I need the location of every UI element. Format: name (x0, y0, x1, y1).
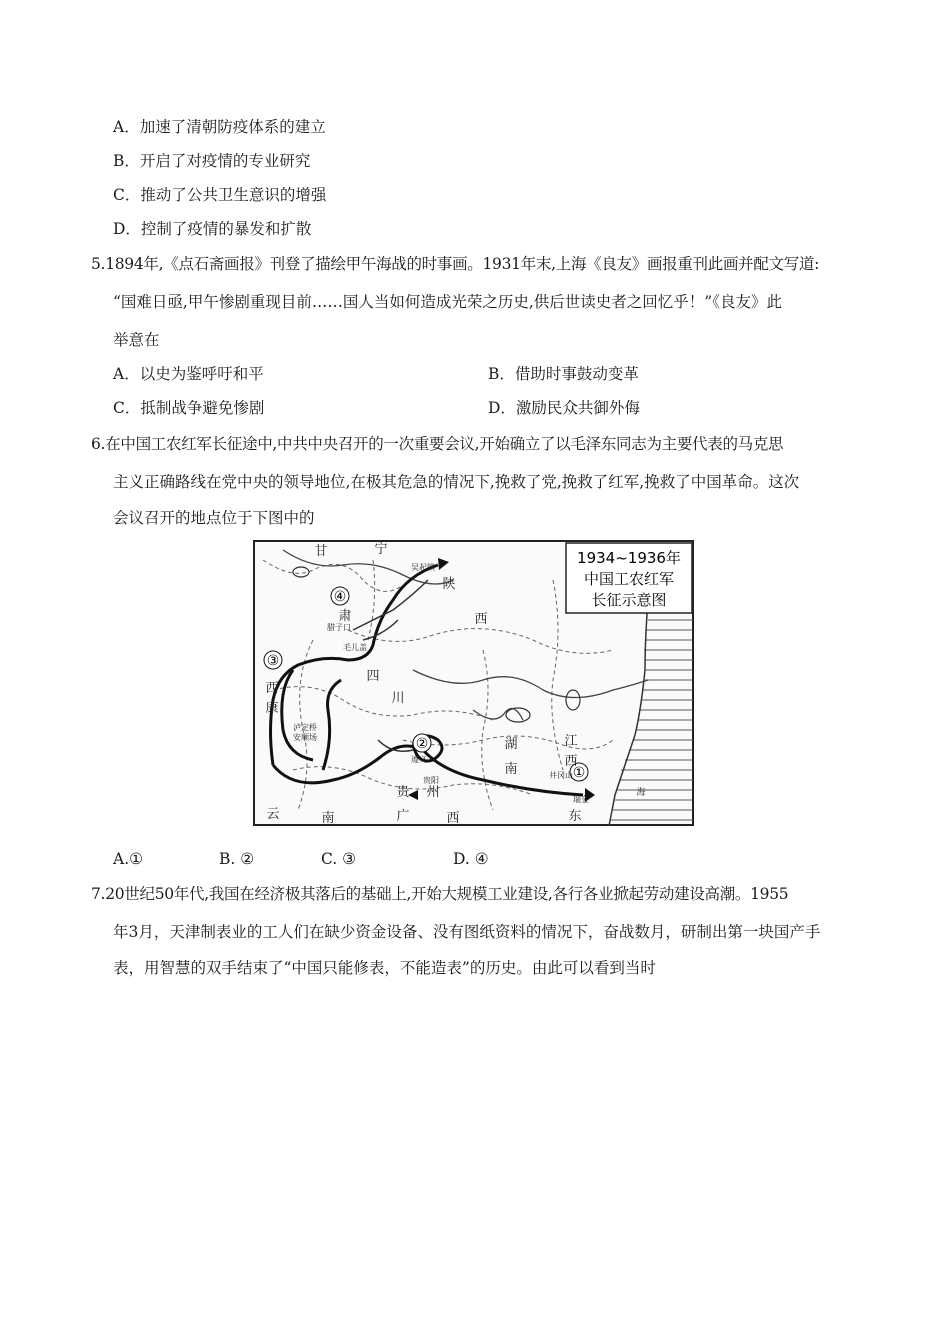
q6-stem-line1: 6.在中国工农红军长征途中,中共中央召开的一次重要会议,开始确立了以毛泽东同志为主要代表的马克思 (91, 435, 784, 453)
q5-stem-line2: “国难日亟,甲午惨剧重现目前……国人当如何造成光荣之历史,供后世读史者之回忆乎！”《良友》此 (113, 293, 782, 311)
label-guang: 广 (396, 809, 410, 824)
place-zunyi: 遵义 (411, 755, 427, 764)
label-yun: 云 (266, 807, 280, 822)
label-gui: 贵 (396, 785, 410, 800)
place-wuqizhen: 吴起镇 (411, 563, 435, 572)
marker-3: ③ (266, 653, 280, 669)
label-dong: 东 (568, 809, 582, 824)
q6-option-d: D. ④ (453, 850, 489, 868)
place-jinggangshan: 井冈山 (549, 771, 573, 780)
q4-option-b: B．开启了对疫情的专业研究 (113, 152, 311, 170)
label-gan: 甘 (314, 544, 328, 559)
label-shaan: 陕 (442, 577, 456, 592)
marker-1: ① (572, 765, 586, 781)
label-ning: 宁 (374, 542, 388, 557)
label-taiwan-strait: 海 (636, 788, 646, 798)
map-title-line3: 长征示意图 (591, 591, 667, 609)
q7-stem-line2: 年3月，天津制表业的工人们在缺少资金设备、没有图纸资料的情况下，奋战数月，研制出第一块国产手 (113, 923, 821, 941)
label-zhou: 州 (426, 785, 440, 800)
q4-option-d: D．控制了疫情的暴发和扩散 (113, 220, 312, 238)
q6-option-a: A.① (113, 850, 144, 868)
q6-stem-line2: 主义正确路线在党中央的领导地位,在极其危急的情况下,挽救了党,挽救了红军,挽救了中国革命。这次 (113, 473, 800, 491)
label-hu: 湖 (504, 737, 518, 752)
q5-option-d: D．激励民众共御外侮 (488, 399, 640, 417)
q5-option-a: A．以史为鉴呼吁和平 (113, 365, 264, 383)
q6-option-b: B. ② (219, 850, 255, 868)
q4-option-c: C．推动了公共卫生意识的增强 (113, 186, 327, 204)
label-xikang1: 西 (265, 681, 279, 696)
map-title-line2: 中国工农红军 (583, 570, 675, 588)
q5-stem-line1: 5.1894年,《点石斋画报》刊登了描绘甲午海战的时事画。1931年末,上海《良友》画报重刊此画并配文写道: (91, 255, 820, 273)
marker-2: ② (415, 736, 429, 752)
label-su: 肃 (338, 609, 352, 624)
q6-option-c: C. ③ (321, 850, 357, 868)
label-nan2: 南 (321, 811, 335, 826)
q5-option-c: C．抵制战争避免惨剧 (113, 399, 265, 417)
q5-stem-line3: 举意在 (113, 331, 160, 349)
long-march-map (253, 540, 694, 826)
place-maoergai: 毛儿盖 (343, 643, 367, 652)
place-anshunchang: 安顺场 (293, 733, 317, 742)
label-xi1: 西 (474, 612, 488, 627)
place-lazikou: 腊子口 (327, 623, 351, 632)
label-xi2: 西 (564, 754, 578, 769)
label-nan: 南 (504, 762, 518, 777)
map-title-line1: 1934~1936年 (577, 549, 681, 567)
marker-4: ④ (333, 589, 347, 605)
label-si: 四 (366, 669, 380, 684)
q6-stem-line3: 会议召开的地点位于下图中的 (113, 509, 315, 527)
label-xi3: 西 (446, 811, 460, 826)
label-jiang: 江 (564, 734, 578, 749)
label-chuan: 川 (391, 691, 405, 706)
place-guiyang: 贵阳 (423, 776, 439, 785)
q5-option-b: B．借助时事鼓动变革 (488, 365, 639, 383)
q4-option-a: A．加速了清朝防疫体系的建立 (113, 118, 326, 136)
place-ruijin: 瑞金 (573, 795, 589, 804)
q7-stem-line3: 表，用智慧的双手结束了“中国只能修表，不能造表”的历史。由此可以看到当时 (113, 959, 656, 977)
q7-stem-line1: 7.20世纪50年代,我国在经济极其落后的基础上,开始大规模工业建设,各行各业掀起劳动建设高潮。1955 (91, 885, 789, 903)
place-ludingqiao: 泸定桥 (293, 723, 317, 732)
label-xikang2: 康 (265, 701, 279, 716)
